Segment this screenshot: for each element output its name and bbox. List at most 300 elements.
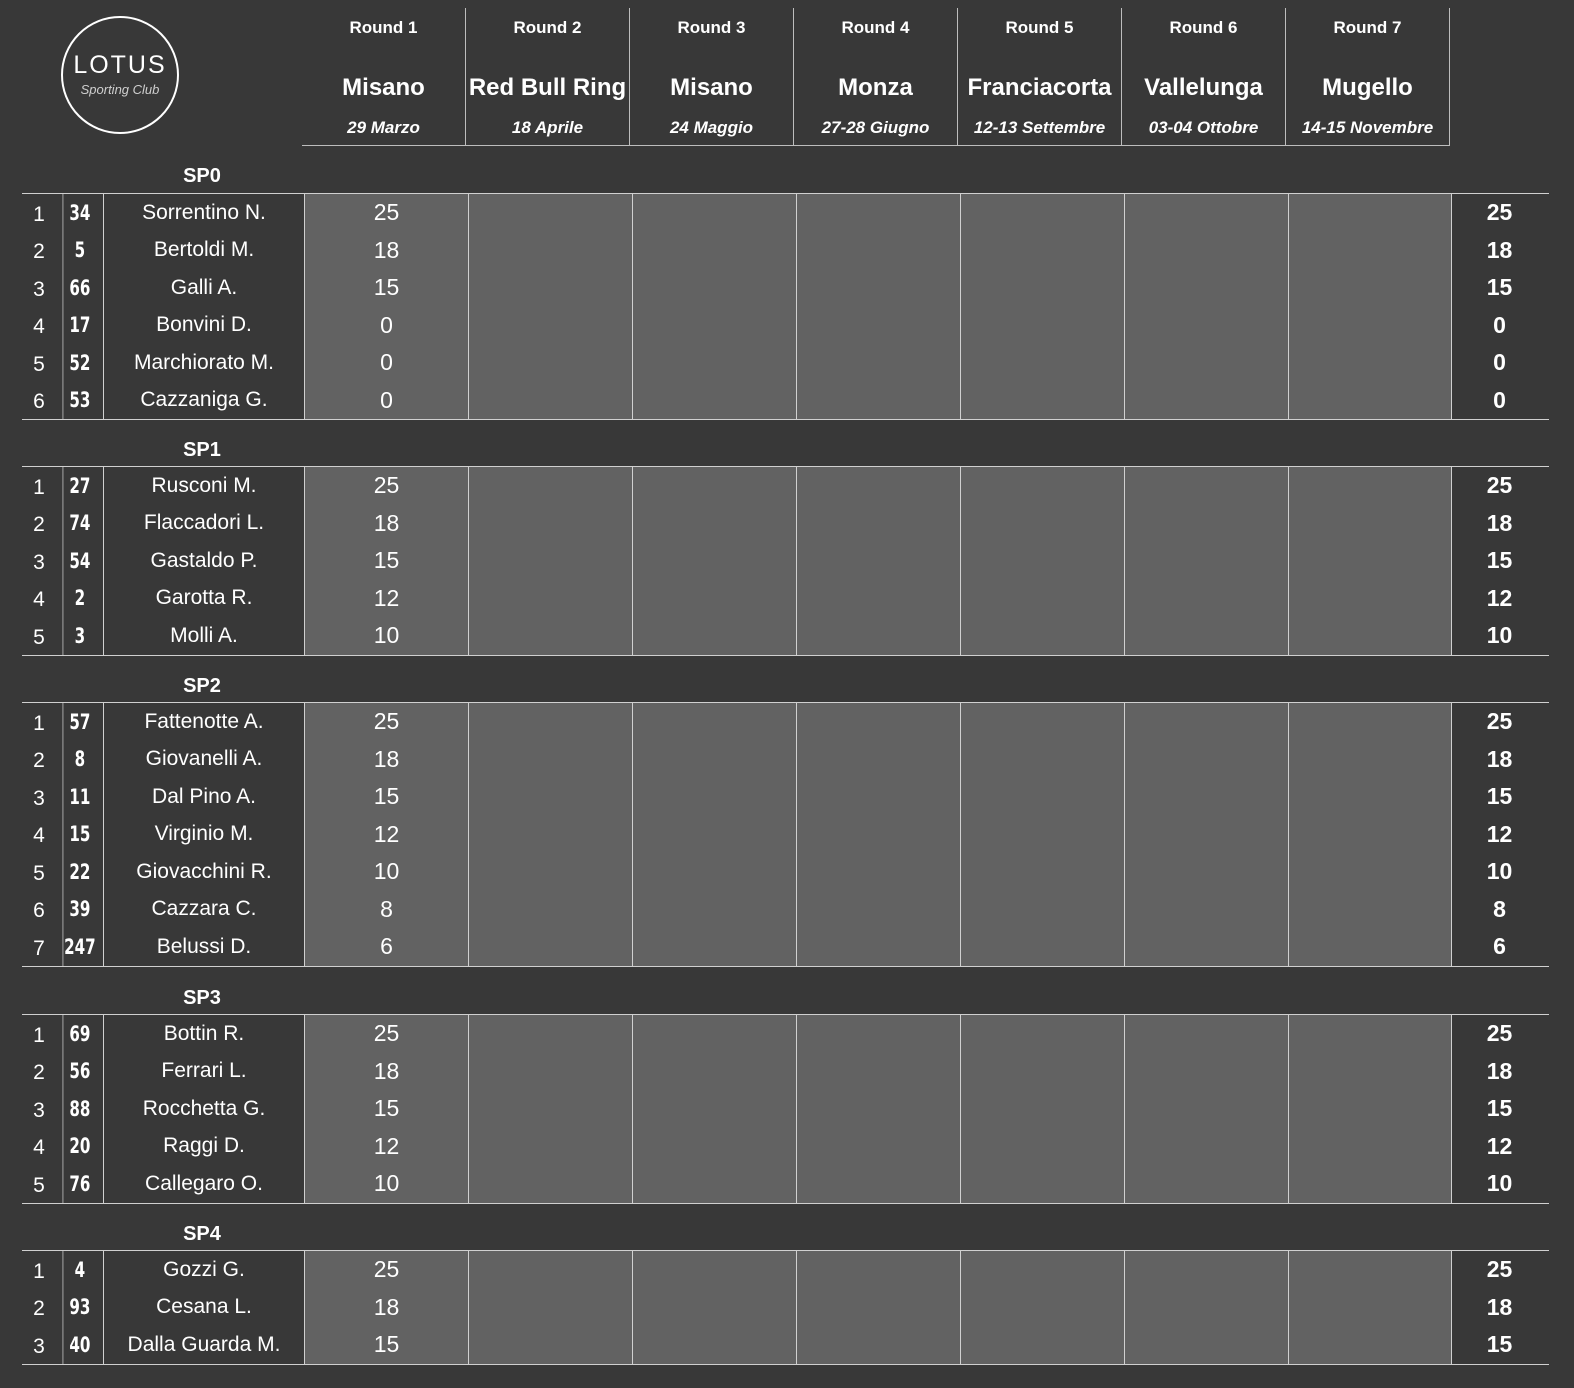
total-points: 12	[1486, 584, 1513, 611]
round-3-points	[632, 741, 796, 779]
round-5-points	[960, 741, 1124, 779]
round-3-points	[632, 1053, 796, 1091]
round-6-points	[1124, 344, 1288, 382]
round-7-points	[1288, 505, 1452, 543]
round-7-points	[1288, 194, 1452, 232]
position: 5	[33, 861, 45, 885]
position: 3	[33, 786, 45, 810]
driver-name: Garotta R.	[103, 580, 304, 618]
car-number: 27	[63, 467, 97, 505]
driver-name: Bertoldi M.	[103, 232, 304, 270]
table-row	[22, 1326, 1549, 1364]
round-header-4	[794, 8, 958, 146]
round-7-points	[1288, 853, 1452, 891]
round-1-points: 0	[304, 382, 468, 420]
round-6-points	[1124, 617, 1288, 655]
round-header-2	[466, 8, 630, 146]
round-7-points	[1288, 928, 1452, 966]
total-points: 18	[1486, 1293, 1513, 1320]
round-6-points	[1124, 382, 1288, 420]
round-5-points	[960, 1090, 1124, 1128]
driver-name: Gastaldo P.	[103, 542, 304, 580]
round-1-points: 15	[304, 269, 468, 307]
car-number: 53	[63, 382, 97, 420]
round-7-points	[1288, 1165, 1452, 1203]
round-4-points	[796, 1015, 960, 1053]
round-4-points	[796, 194, 960, 232]
category-block	[22, 193, 1549, 420]
round-5-points	[960, 232, 1124, 270]
table-row	[22, 1251, 1549, 1289]
round-2-points	[468, 741, 632, 779]
round-5-points	[960, 1015, 1124, 1053]
round-2-points	[468, 891, 632, 929]
round-1-points: 6	[304, 928, 468, 966]
round-2-points	[468, 1251, 632, 1289]
category-label: SP2	[183, 675, 221, 697]
round-1-points: 18	[304, 741, 468, 779]
total-points: 15	[1486, 1331, 1513, 1358]
round-2-points	[468, 617, 632, 655]
round-4-points	[796, 232, 960, 270]
round-number: Round 6	[1169, 18, 1238, 37]
round-1-points: 15	[304, 778, 468, 816]
round-6-points	[1124, 703, 1288, 741]
category-label: SP0	[183, 165, 221, 187]
round-5-points	[960, 382, 1124, 420]
round-2-points	[468, 1053, 632, 1091]
driver-name: Bottin R.	[103, 1015, 304, 1053]
car-number: 34	[63, 194, 97, 232]
car-number: 4	[63, 1251, 97, 1289]
total-points: 25	[1486, 199, 1513, 226]
total-points: 25	[1486, 1256, 1513, 1283]
round-6-points	[1124, 1015, 1288, 1053]
round-5-points	[960, 1165, 1124, 1203]
round-5-points	[960, 853, 1124, 891]
category-block	[22, 702, 1549, 967]
round-3-points	[632, 344, 796, 382]
total-points: 12	[1486, 1132, 1513, 1159]
driver-name: Dalla Guarda M.	[103, 1326, 304, 1364]
total-points: 18	[1486, 509, 1513, 536]
round-4-points	[796, 1053, 960, 1091]
round-4-points	[796, 891, 960, 929]
round-3-points	[632, 617, 796, 655]
position: 1	[33, 1259, 45, 1283]
round-7-points	[1288, 1053, 1452, 1091]
car-number: 11	[63, 778, 97, 816]
round-2-points	[468, 1090, 632, 1128]
round-3-points	[632, 194, 796, 232]
position: 1	[33, 711, 45, 735]
round-6-points	[1124, 741, 1288, 779]
table-row	[22, 853, 1549, 891]
round-3-points	[632, 1289, 796, 1327]
car-number: 3	[63, 617, 97, 655]
driver-name: Belussi D.	[103, 928, 304, 966]
round-2-points	[468, 928, 632, 966]
round-4-points	[796, 467, 960, 505]
round-3-points	[632, 307, 796, 345]
round-1-points: 15	[304, 1090, 468, 1128]
round-5-points	[960, 580, 1124, 618]
round-5-points	[960, 344, 1124, 382]
round-5-points	[960, 1128, 1124, 1166]
round-track: Misano	[342, 73, 425, 101]
round-track: Vallelunga	[1144, 73, 1263, 101]
round-6-points	[1124, 816, 1288, 854]
round-4-points	[796, 778, 960, 816]
car-number: 69	[63, 1015, 97, 1053]
car-number: 2	[63, 580, 97, 618]
round-4-points	[796, 344, 960, 382]
driver-name: Callegaro O.	[103, 1165, 304, 1203]
round-4-points	[796, 741, 960, 779]
car-number: 15	[63, 816, 97, 854]
driver-name: Giovacchini R.	[103, 853, 304, 891]
table-row	[22, 1090, 1549, 1128]
category-block	[22, 1250, 1549, 1365]
car-number: 5	[63, 232, 97, 270]
table-row	[22, 542, 1549, 580]
lotus-sporting-club-logo	[61, 16, 179, 134]
table-row	[22, 580, 1549, 618]
table-row	[22, 194, 1549, 232]
round-6-points	[1124, 542, 1288, 580]
table-row	[22, 1015, 1549, 1053]
round-6-points	[1124, 778, 1288, 816]
driver-name: Molli A.	[103, 617, 304, 655]
round-1-points: 10	[304, 1165, 468, 1203]
category-block	[22, 466, 1549, 656]
driver-name: Galli A.	[103, 269, 304, 307]
round-6-points	[1124, 1128, 1288, 1166]
round-number: Round 2	[513, 18, 582, 37]
round-date: 24 Maggio	[669, 118, 754, 137]
round-header-6	[1122, 8, 1286, 146]
round-6-points	[1124, 580, 1288, 618]
position: 6	[33, 899, 45, 923]
table-row	[22, 1053, 1549, 1091]
round-6-points	[1124, 891, 1288, 929]
round-7-points	[1288, 467, 1452, 505]
total-points: 15	[1486, 783, 1513, 810]
driver-name: Fattenotte A.	[103, 703, 304, 741]
round-3-points	[632, 467, 796, 505]
driver-name: Giovanelli A.	[103, 741, 304, 779]
round-1-points: 18	[304, 1289, 468, 1327]
round-2-points	[468, 816, 632, 854]
position: 3	[33, 1334, 45, 1358]
round-1-points: 12	[304, 816, 468, 854]
round-5-points	[960, 467, 1124, 505]
round-date: 14-15 Novembre	[1301, 118, 1434, 137]
round-7-points	[1288, 1326, 1452, 1364]
category-label: SP3	[183, 987, 221, 1009]
round-1-points: 18	[304, 232, 468, 270]
round-2-points	[468, 269, 632, 307]
position: 4	[33, 315, 45, 339]
round-4-points	[796, 1289, 960, 1327]
round-number: Round 1	[349, 18, 418, 37]
round-3-points	[632, 1090, 796, 1128]
round-2-points	[468, 1015, 632, 1053]
round-4-points	[796, 816, 960, 854]
round-4-points	[796, 382, 960, 420]
round-5-points	[960, 269, 1124, 307]
driver-name: Sorrentino N.	[103, 194, 304, 232]
total-points: 12	[1486, 820, 1513, 847]
logo-subtitle: Sporting Club	[80, 82, 160, 97]
position: 6	[33, 390, 45, 414]
round-6-points	[1124, 194, 1288, 232]
round-4-points	[796, 1128, 960, 1166]
round-2-points	[468, 467, 632, 505]
round-7-points	[1288, 816, 1452, 854]
driver-name: Marchiorato M.	[103, 344, 304, 382]
round-2-points	[468, 1326, 632, 1364]
round-4-points	[796, 505, 960, 543]
position: 5	[33, 352, 45, 376]
position: 5	[33, 625, 45, 649]
round-4-points	[796, 542, 960, 580]
round-7-points	[1288, 1289, 1452, 1327]
round-5-points	[960, 816, 1124, 854]
driver-name: Cazzaniga G.	[103, 382, 304, 420]
round-2-points	[468, 382, 632, 420]
round-7-points	[1288, 344, 1452, 382]
round-3-points	[632, 853, 796, 891]
driver-name: Bonvini D.	[103, 307, 304, 345]
round-6-points	[1124, 307, 1288, 345]
round-7-points	[1288, 741, 1452, 779]
round-3-points	[632, 269, 796, 307]
driver-name: Cazzara C.	[103, 891, 304, 929]
round-4-points	[796, 1326, 960, 1364]
round-6-points	[1124, 853, 1288, 891]
table-row	[22, 344, 1549, 382]
table-row	[22, 816, 1549, 854]
table-row	[22, 741, 1549, 779]
round-1-points: 0	[304, 344, 468, 382]
round-number: Round 5	[1005, 18, 1074, 37]
round-3-points	[632, 928, 796, 966]
round-6-points	[1124, 1090, 1288, 1128]
round-track: Misano	[670, 73, 753, 101]
total-points: 10	[1486, 622, 1513, 649]
round-4-points	[796, 269, 960, 307]
round-3-points	[632, 816, 796, 854]
round-5-points	[960, 505, 1124, 543]
total-points: 18	[1486, 1057, 1513, 1084]
round-5-points	[960, 617, 1124, 655]
round-1-points: 25	[304, 1251, 468, 1289]
total-points: 0	[1493, 349, 1506, 376]
driver-name: Cesana L.	[103, 1289, 304, 1327]
position: 4	[33, 824, 45, 848]
driver-name: Ferrari L.	[103, 1053, 304, 1091]
position: 1	[33, 1023, 45, 1047]
round-2-points	[468, 542, 632, 580]
round-track: Red Bull Ring	[468, 73, 627, 101]
round-6-points	[1124, 1251, 1288, 1289]
round-3-points	[632, 778, 796, 816]
car-number: 54	[63, 542, 97, 580]
table-row	[22, 928, 1549, 966]
round-1-points: 25	[304, 467, 468, 505]
total-points: 18	[1486, 745, 1513, 772]
table-row	[22, 382, 1549, 420]
round-1-points: 8	[304, 891, 468, 929]
round-header-1	[302, 8, 466, 146]
round-1-points: 15	[304, 542, 468, 580]
round-6-points	[1124, 232, 1288, 270]
round-6-points	[1124, 467, 1288, 505]
round-date: 03-04 Ottobre	[1148, 118, 1259, 137]
round-7-points	[1288, 617, 1452, 655]
total-points: 25	[1486, 708, 1513, 735]
round-date: 12-13 Settembre	[973, 118, 1106, 137]
car-number: 247	[63, 928, 97, 966]
round-7-points	[1288, 232, 1452, 270]
round-3-points	[632, 232, 796, 270]
round-7-points	[1288, 269, 1452, 307]
round-3-points	[632, 542, 796, 580]
position: 3	[33, 277, 45, 301]
round-7-points	[1288, 542, 1452, 580]
round-6-points	[1124, 1053, 1288, 1091]
total-points: 6	[1493, 933, 1506, 960]
position: 4	[33, 1136, 45, 1160]
driver-name: Gozzi G.	[103, 1251, 304, 1289]
category-label: SP1	[183, 439, 221, 461]
round-6-points	[1124, 269, 1288, 307]
driver-name: Rusconi M.	[103, 467, 304, 505]
total-points: 18	[1486, 236, 1513, 263]
car-number: 39	[63, 891, 97, 929]
category-block	[22, 1014, 1549, 1204]
position: 4	[33, 588, 45, 612]
round-4-points	[796, 617, 960, 655]
car-number: 20	[63, 1128, 97, 1166]
round-7-points	[1288, 307, 1452, 345]
round-5-points	[960, 891, 1124, 929]
round-2-points	[468, 232, 632, 270]
round-1-points: 15	[304, 1326, 468, 1364]
round-2-points	[468, 853, 632, 891]
round-5-points	[960, 1326, 1124, 1364]
round-2-points	[468, 1165, 632, 1203]
round-5-points	[960, 307, 1124, 345]
table-row	[22, 232, 1549, 270]
round-4-points	[796, 307, 960, 345]
round-2-points	[468, 1128, 632, 1166]
round-4-points	[796, 1165, 960, 1203]
round-7-points	[1288, 1128, 1452, 1166]
round-1-points: 12	[304, 580, 468, 618]
total-points: 0	[1493, 311, 1506, 338]
round-1-points: 25	[304, 703, 468, 741]
table-row	[22, 307, 1549, 345]
round-6-points	[1124, 1289, 1288, 1327]
round-4-points	[796, 853, 960, 891]
car-number: 40	[63, 1326, 97, 1364]
driver-name: Flaccadori L.	[103, 505, 304, 543]
car-number: 88	[63, 1090, 97, 1128]
round-1-points: 18	[304, 1053, 468, 1091]
round-6-points	[1124, 505, 1288, 543]
rounds-header	[302, 8, 1450, 146]
round-2-points	[468, 580, 632, 618]
round-3-points	[632, 382, 796, 420]
round-5-points	[960, 1053, 1124, 1091]
round-3-points	[632, 1015, 796, 1053]
car-number: 57	[63, 703, 97, 741]
round-7-points	[1288, 382, 1452, 420]
round-5-points	[960, 928, 1124, 966]
position: 2	[33, 1061, 45, 1085]
car-number: 56	[63, 1053, 97, 1091]
car-number: 17	[63, 307, 97, 345]
driver-name: Rocchetta G.	[103, 1090, 304, 1128]
round-1-points: 18	[304, 505, 468, 543]
round-date: 27-28 Giugno	[821, 118, 930, 137]
round-1-points: 10	[304, 853, 468, 891]
car-number: 8	[63, 741, 97, 779]
round-7-points	[1288, 1251, 1452, 1289]
total-points: 15	[1486, 547, 1513, 574]
table-row	[22, 505, 1549, 543]
round-5-points	[960, 1289, 1124, 1327]
table-row	[22, 269, 1549, 307]
round-2-points	[468, 344, 632, 382]
total-points: 10	[1486, 1170, 1513, 1197]
position: 2	[33, 1297, 45, 1321]
total-points: 15	[1486, 1095, 1513, 1122]
round-3-points	[632, 1128, 796, 1166]
round-5-points	[960, 778, 1124, 816]
car-number: 93	[63, 1289, 97, 1327]
round-track: Monza	[838, 73, 913, 101]
table-row	[22, 467, 1549, 505]
round-number: Round 7	[1333, 18, 1402, 37]
round-7-points	[1288, 891, 1452, 929]
position: 3	[33, 1098, 45, 1122]
round-3-points	[632, 580, 796, 618]
car-number: 52	[63, 344, 97, 382]
round-7-points	[1288, 1090, 1452, 1128]
round-3-points	[632, 891, 796, 929]
round-4-points	[796, 1090, 960, 1128]
position: 1	[33, 475, 45, 499]
table-row	[22, 1165, 1549, 1203]
round-7-points	[1288, 778, 1452, 816]
position: 2	[33, 513, 45, 537]
driver-name: Dal Pino A.	[103, 778, 304, 816]
round-date: 29 Marzo	[347, 118, 420, 137]
round-4-points	[796, 703, 960, 741]
total-points: 0	[1493, 386, 1506, 413]
position: 2	[33, 240, 45, 264]
round-7-points	[1288, 703, 1452, 741]
round-header-3	[630, 8, 794, 146]
position: 2	[33, 749, 45, 773]
total-points: 15	[1486, 274, 1513, 301]
round-6-points	[1124, 928, 1288, 966]
round-7-points	[1288, 1015, 1452, 1053]
round-2-points	[468, 1289, 632, 1327]
